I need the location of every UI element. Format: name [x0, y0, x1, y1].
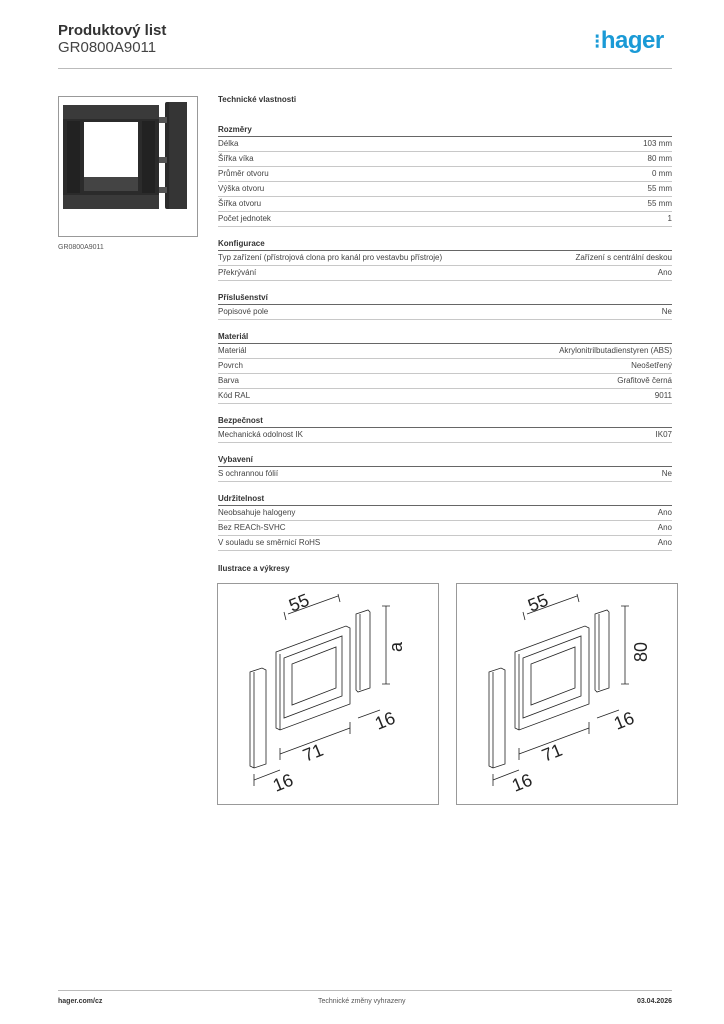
- row-value: Akrylonitrilbutadienstyren (ABS): [559, 346, 672, 355]
- row-value: Ano: [657, 508, 672, 517]
- dim-width-label: 71: [539, 739, 566, 766]
- section-title: Udržitelnost: [218, 492, 672, 506]
- section-vybaveni: [218, 453, 672, 482]
- row-value: 103 mm: [643, 139, 672, 148]
- section-title: Bezpečnost: [218, 414, 672, 428]
- table-row: [218, 152, 672, 167]
- table-row: [218, 251, 672, 266]
- row-value: Ne: [661, 307, 672, 316]
- row-label: Výška otvoru: [218, 184, 265, 193]
- row-label: Popisové pole: [218, 307, 269, 316]
- dim-side-label: 16: [509, 769, 536, 796]
- row-label: V souladu se směrnicí RoHS: [218, 538, 321, 547]
- table-row: [218, 374, 672, 389]
- row-value: 55 mm: [647, 199, 672, 208]
- technical-drawing-1: [217, 583, 439, 805]
- table-row: [218, 521, 672, 536]
- header-divider: [58, 68, 672, 69]
- row-value: IK07: [655, 430, 672, 439]
- row-value: Ne: [661, 469, 672, 478]
- technical-drawing-2: [456, 583, 678, 805]
- row-label: Šířka víka: [218, 154, 254, 163]
- dim-depth-label: 16: [611, 707, 638, 734]
- row-value: 80 mm: [647, 154, 672, 163]
- table-row: [218, 266, 672, 281]
- section-title: Konfigurace: [218, 237, 672, 251]
- frame-drawing-icon: [457, 584, 677, 804]
- table-row: [218, 344, 672, 359]
- row-label: Překrývání: [218, 268, 257, 277]
- row-label: Povrch: [218, 361, 243, 370]
- table-row: [218, 197, 672, 212]
- table-row: [218, 212, 672, 227]
- image-caption: GR0800A9011: [58, 244, 104, 251]
- table-row: [218, 137, 672, 152]
- footer-disclaimer: Technické změny vyhrazeny: [318, 998, 406, 1005]
- row-label: Typ zařízení (přístrojová clona pro kanál pro vestavbu přístroje): [218, 253, 443, 262]
- hager-logo: [594, 27, 664, 55]
- logo-text: hager: [600, 27, 664, 54]
- table-row: [218, 359, 672, 374]
- dim-height-label: 80: [631, 641, 651, 662]
- row-label: Kód RAL: [218, 391, 251, 400]
- section-material: [218, 330, 672, 404]
- product-image: [58, 96, 198, 237]
- table-row: [218, 536, 672, 551]
- section-title: Rozměry: [218, 123, 672, 137]
- table-row: [218, 428, 672, 443]
- row-value: 9011: [654, 391, 672, 400]
- table-row: [218, 506, 672, 521]
- section-konfigurace: [218, 237, 672, 281]
- table-row: [218, 167, 672, 182]
- row-value: Grafitově černá: [617, 376, 672, 385]
- row-label: Barva: [218, 376, 239, 385]
- dim-top-label: 55: [525, 589, 552, 616]
- frame-drawing-icon: [218, 584, 438, 804]
- section-rozmery: [218, 123, 672, 227]
- logo-dots-icon: ⁝: [594, 31, 600, 53]
- row-label: Délka: [218, 139, 239, 148]
- page-title: Produktový list: [58, 22, 167, 39]
- row-label: Šířka otvoru: [218, 199, 262, 208]
- footer-divider: [58, 990, 672, 991]
- section-title: Materiál: [218, 330, 672, 344]
- product-code: GR0800A9011: [58, 39, 157, 56]
- row-label: Materiál: [218, 346, 247, 355]
- row-value: Ano: [657, 538, 672, 547]
- section-title: Vybavení: [218, 453, 672, 467]
- row-label: Bez REACh-SVHC: [218, 523, 286, 532]
- table-row: [218, 467, 672, 482]
- row-label: Neobsahuje halogeny: [218, 508, 296, 517]
- dim-depth-label: 16: [372, 707, 399, 734]
- product-frame-icon: [59, 97, 197, 236]
- footer-website-link[interactable]: hager.com/cz: [58, 998, 103, 1005]
- footer-date: 03.04.2026: [636, 998, 672, 1005]
- row-label: Průměr otvoru: [218, 169, 269, 178]
- row-value: Ano: [657, 268, 672, 277]
- table-row: [218, 305, 672, 320]
- spec-table: [218, 95, 672, 561]
- row-label: Mechanická odolnost IK: [218, 430, 303, 439]
- section-bezpecnost: [218, 414, 672, 443]
- dim-top-label: 55: [286, 589, 313, 616]
- row-value: Zařízení s centrální deskou: [575, 253, 672, 262]
- table-row: [218, 182, 672, 197]
- row-label: Počet jednotek: [218, 214, 271, 223]
- row-value: 1: [667, 214, 672, 223]
- row-value: 0 mm: [652, 169, 672, 178]
- spec-heading: Technické vlastnosti: [218, 95, 297, 104]
- section-udrzitelnost: [218, 492, 672, 551]
- row-value: Neošetřený: [631, 361, 672, 370]
- section-title: Příslušenství: [218, 291, 672, 305]
- dim-height-label: a: [386, 641, 406, 652]
- row-value: 55 mm: [647, 184, 672, 193]
- dim-width-label: 71: [300, 739, 327, 766]
- row-value: Ano: [657, 523, 672, 532]
- row-label: S ochrannou fólií: [218, 469, 279, 478]
- table-row: [218, 389, 672, 404]
- section-prislusenstvi: [218, 291, 672, 320]
- illustrations-title: Ilustrace a výkresy: [218, 564, 290, 573]
- dim-side-label: 16: [270, 769, 297, 796]
